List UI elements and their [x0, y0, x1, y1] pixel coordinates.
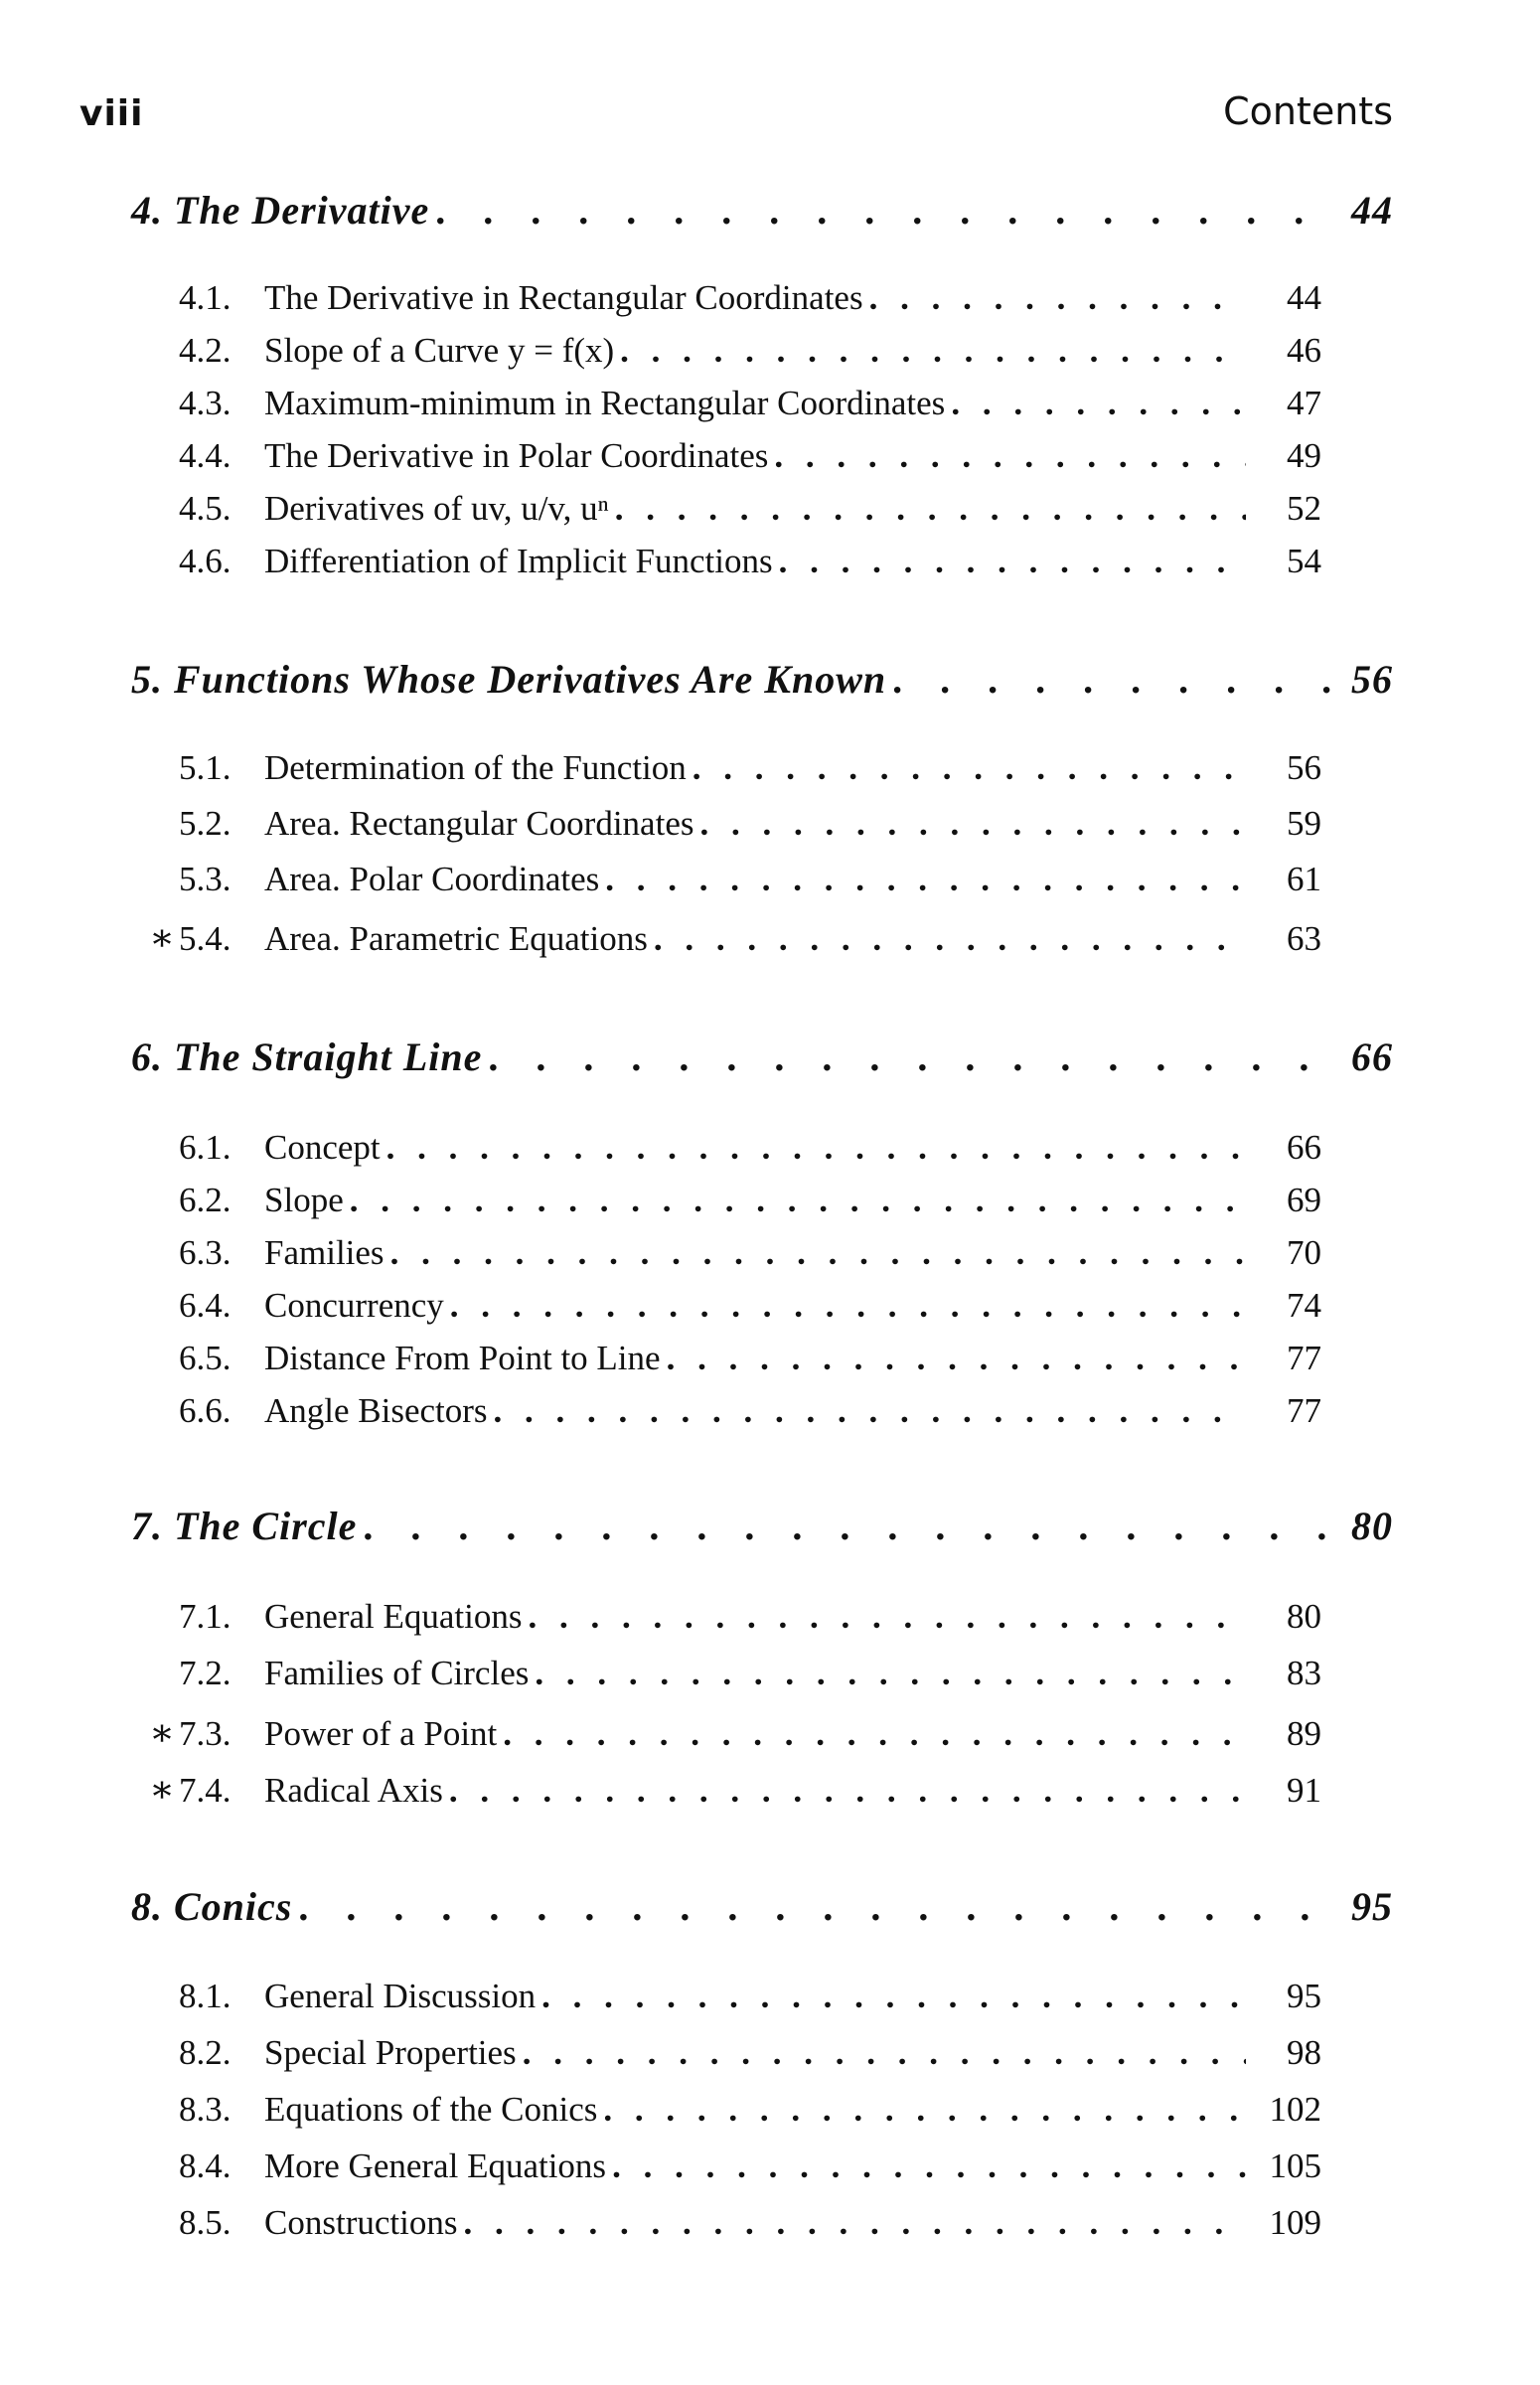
dot-leader: [494, 1391, 1246, 1431]
toc-entry[interactable]: [129, 1181, 1321, 1226]
section-page: 66: [1287, 1128, 1321, 1167]
chapter-page: 95: [1351, 1884, 1393, 1929]
section-title: The Derivative in Rectangular Coordinates: [264, 278, 863, 317]
toc-entry[interactable]: [129, 489, 1321, 535]
section-title: General Discussion: [264, 1977, 537, 2015]
running-head: Contents: [1223, 89, 1393, 133]
toc-entry[interactable]: [129, 2090, 1321, 2136]
section-number: 8.3.: [179, 2090, 231, 2129]
toc-entry[interactable]: [129, 278, 1321, 324]
dot-leader: [869, 278, 1246, 318]
section-page: 70: [1287, 1233, 1321, 1272]
section-page: 49: [1287, 436, 1321, 475]
chapter-page: 44: [1351, 188, 1393, 233]
section-page: 77: [1287, 1339, 1321, 1377]
section-page: 102: [1269, 2090, 1321, 2129]
dot-leader: [774, 436, 1246, 476]
optional-marker: ∗: [149, 1769, 175, 1811]
toc-entry[interactable]: [129, 860, 1321, 905]
dot-leader: [951, 384, 1246, 423]
dot-leader: [603, 2090, 1246, 2130]
dot-leader: [386, 1128, 1246, 1168]
toc-entry[interactable]: [129, 1977, 1321, 2022]
section-page: 98: [1287, 2033, 1321, 2072]
section-title: Constructions: [264, 2203, 458, 2242]
dot-leader: [693, 748, 1246, 788]
dot-leader: [699, 804, 1246, 844]
section-number: 7.2.: [179, 1654, 231, 1692]
chapter-title: 8. Conics: [131, 1884, 293, 1929]
dot-leader: [503, 1714, 1246, 1754]
section-number: 6.4.: [179, 1286, 231, 1325]
section-page: 69: [1287, 1181, 1321, 1219]
section-number: 5.4.: [179, 919, 231, 958]
section-page: 63: [1287, 919, 1321, 958]
section-number: 5.3.: [179, 860, 231, 898]
section-number: 4.6.: [179, 542, 231, 580]
section-number: 4.5.: [179, 489, 231, 528]
section-page: 74: [1287, 1286, 1321, 1325]
dot-leader: [667, 1339, 1246, 1378]
section-title: Radical Axis: [264, 1771, 443, 1810]
section-number: 4.3.: [179, 384, 231, 422]
dot-leader: [363, 1503, 1339, 1549]
section-number: 8.5.: [179, 2203, 231, 2242]
dot-leader: [450, 1286, 1246, 1326]
section-title: Slope: [264, 1181, 344, 1219]
section-number: 8.4.: [179, 2146, 231, 2185]
chapter-heading[interactable]: [131, 1034, 1393, 1089]
dot-leader: [449, 1771, 1246, 1811]
section-number: 4.1.: [179, 278, 231, 317]
section-number: 5.1.: [179, 748, 231, 787]
dot-leader: [620, 331, 1246, 371]
section-number: 6.6.: [179, 1391, 231, 1430]
section-number: 5.2.: [179, 804, 231, 843]
chapter-heading[interactable]: [131, 1503, 1393, 1558]
section-page: 59: [1287, 804, 1321, 843]
toc-entry[interactable]: [129, 1128, 1321, 1174]
optional-marker: ∗: [149, 1712, 175, 1754]
section-page: 46: [1287, 331, 1321, 370]
dot-leader: [435, 187, 1339, 234]
section-number: 4.4.: [179, 436, 231, 475]
section-number: 6.3.: [179, 1233, 231, 1272]
section-number: 7.1.: [179, 1597, 231, 1636]
section-number: 8.2.: [179, 2033, 231, 2072]
toc-entry[interactable]: [129, 436, 1321, 482]
chapter-heading[interactable]: [131, 656, 1393, 712]
page-number: viii: [79, 93, 144, 134]
section-title: Concept: [264, 1128, 381, 1167]
toc-entry[interactable]: [129, 542, 1321, 587]
toc-entry[interactable]: [129, 1710, 1321, 1756]
chapter-page: 80: [1351, 1504, 1393, 1548]
dot-leader: [350, 1181, 1246, 1220]
toc-entry[interactable]: [129, 1597, 1321, 1643]
toc-entry[interactable]: [129, 384, 1321, 429]
toc-entry[interactable]: [129, 915, 1321, 961]
chapter-heading[interactable]: [131, 1883, 1393, 1939]
section-title: Area. Polar Coordinates: [264, 860, 600, 898]
toc-entry[interactable]: [129, 2033, 1321, 2079]
section-number: 6.1.: [179, 1128, 231, 1167]
section-page: 83: [1287, 1654, 1321, 1692]
section-title: Differentiation of Implicit Functions: [264, 542, 773, 580]
section-number: 6.5.: [179, 1339, 231, 1377]
section-title: The Derivative in Polar Coordinates: [264, 436, 769, 475]
dot-leader: [535, 1654, 1246, 1693]
dot-leader: [298, 1883, 1339, 1930]
toc-entry[interactable]: [129, 804, 1321, 850]
section-number: 7.4.: [179, 1771, 231, 1810]
dot-leader: [892, 656, 1339, 703]
section-title: Area. Parametric Equations: [264, 919, 648, 958]
chapter-title: 5. Functions Whose Derivatives Are Known: [131, 657, 887, 702]
section-number: 6.2.: [179, 1181, 231, 1219]
chapter-page: 56: [1351, 657, 1393, 702]
section-title: Equations of the Conics: [264, 2090, 598, 2129]
toc-entry[interactable]: [129, 2146, 1321, 2192]
section-title: Area. Rectangular Coordinates: [264, 804, 694, 843]
section-page: 91: [1287, 1771, 1321, 1810]
chapter-title: 4. The Derivative: [131, 188, 430, 233]
section-page: 77: [1287, 1391, 1321, 1430]
section-number: 7.3.: [179, 1714, 231, 1753]
section-page: 52: [1287, 489, 1321, 528]
section-page: 95: [1287, 1977, 1321, 2015]
toc-entry[interactable]: [129, 1233, 1321, 1279]
toc-entry[interactable]: [129, 2203, 1321, 2249]
dot-leader: [605, 860, 1246, 899]
toc-entry[interactable]: [129, 1654, 1321, 1699]
dot-leader: [523, 2033, 1246, 2073]
section-title: Maximum-minimum in Rectangular Coordinates: [264, 384, 946, 422]
section-page: 54: [1287, 542, 1321, 580]
section-title: Families of Circles: [264, 1654, 530, 1692]
chapter-heading[interactable]: [131, 187, 1393, 242]
section-page: 89: [1287, 1714, 1321, 1753]
toc-entry[interactable]: [129, 331, 1321, 377]
toc-entry[interactable]: [129, 1286, 1321, 1332]
section-page: 56: [1287, 748, 1321, 787]
dot-leader: [779, 542, 1246, 581]
section-title: General Equations: [264, 1597, 523, 1636]
toc-entry[interactable]: [129, 1339, 1321, 1384]
toc-entry[interactable]: [129, 1767, 1321, 1813]
dot-leader: [529, 1597, 1247, 1637]
section-title: Special Properties: [264, 2033, 517, 2072]
section-title: Power of a Point: [264, 1714, 498, 1753]
section-page: 44: [1287, 278, 1321, 317]
chapter-page: 66: [1351, 1034, 1393, 1079]
chapter-title: 6. The Straight Line: [131, 1034, 483, 1079]
section-title: Slope of a Curve y = f(x): [264, 331, 615, 370]
dot-leader: [541, 1977, 1246, 2016]
toc-entry[interactable]: [129, 1391, 1321, 1437]
optional-marker: ∗: [149, 917, 175, 959]
dot-leader: [390, 1233, 1246, 1273]
section-page: 61: [1287, 860, 1321, 898]
chapter-title: 7. The Circle: [131, 1504, 358, 1548]
section-title: More General Equations: [264, 2146, 607, 2185]
section-title: Angle Bisectors: [264, 1391, 488, 1430]
section-page: 80: [1287, 1597, 1321, 1636]
section-number: 4.2.: [179, 331, 231, 370]
section-title: Derivatives of uv, u/v, uⁿ: [264, 489, 609, 528]
section-page: 109: [1269, 2203, 1321, 2242]
section-number: 8.1.: [179, 1977, 231, 2015]
section-page: 105: [1269, 2146, 1321, 2185]
dot-leader: [463, 2203, 1246, 2243]
section-page: 47: [1287, 384, 1321, 422]
section-title: Concurrency: [264, 1286, 444, 1325]
section-title: Determination of the Function: [264, 748, 687, 787]
dot-leader: [654, 919, 1246, 959]
section-title: Families: [264, 1233, 385, 1272]
dot-leader: [615, 489, 1246, 529]
dot-leader: [488, 1034, 1339, 1080]
section-title: Distance From Point to Line: [264, 1339, 661, 1377]
dot-leader: [612, 2146, 1246, 2186]
toc-entry[interactable]: [129, 748, 1321, 794]
